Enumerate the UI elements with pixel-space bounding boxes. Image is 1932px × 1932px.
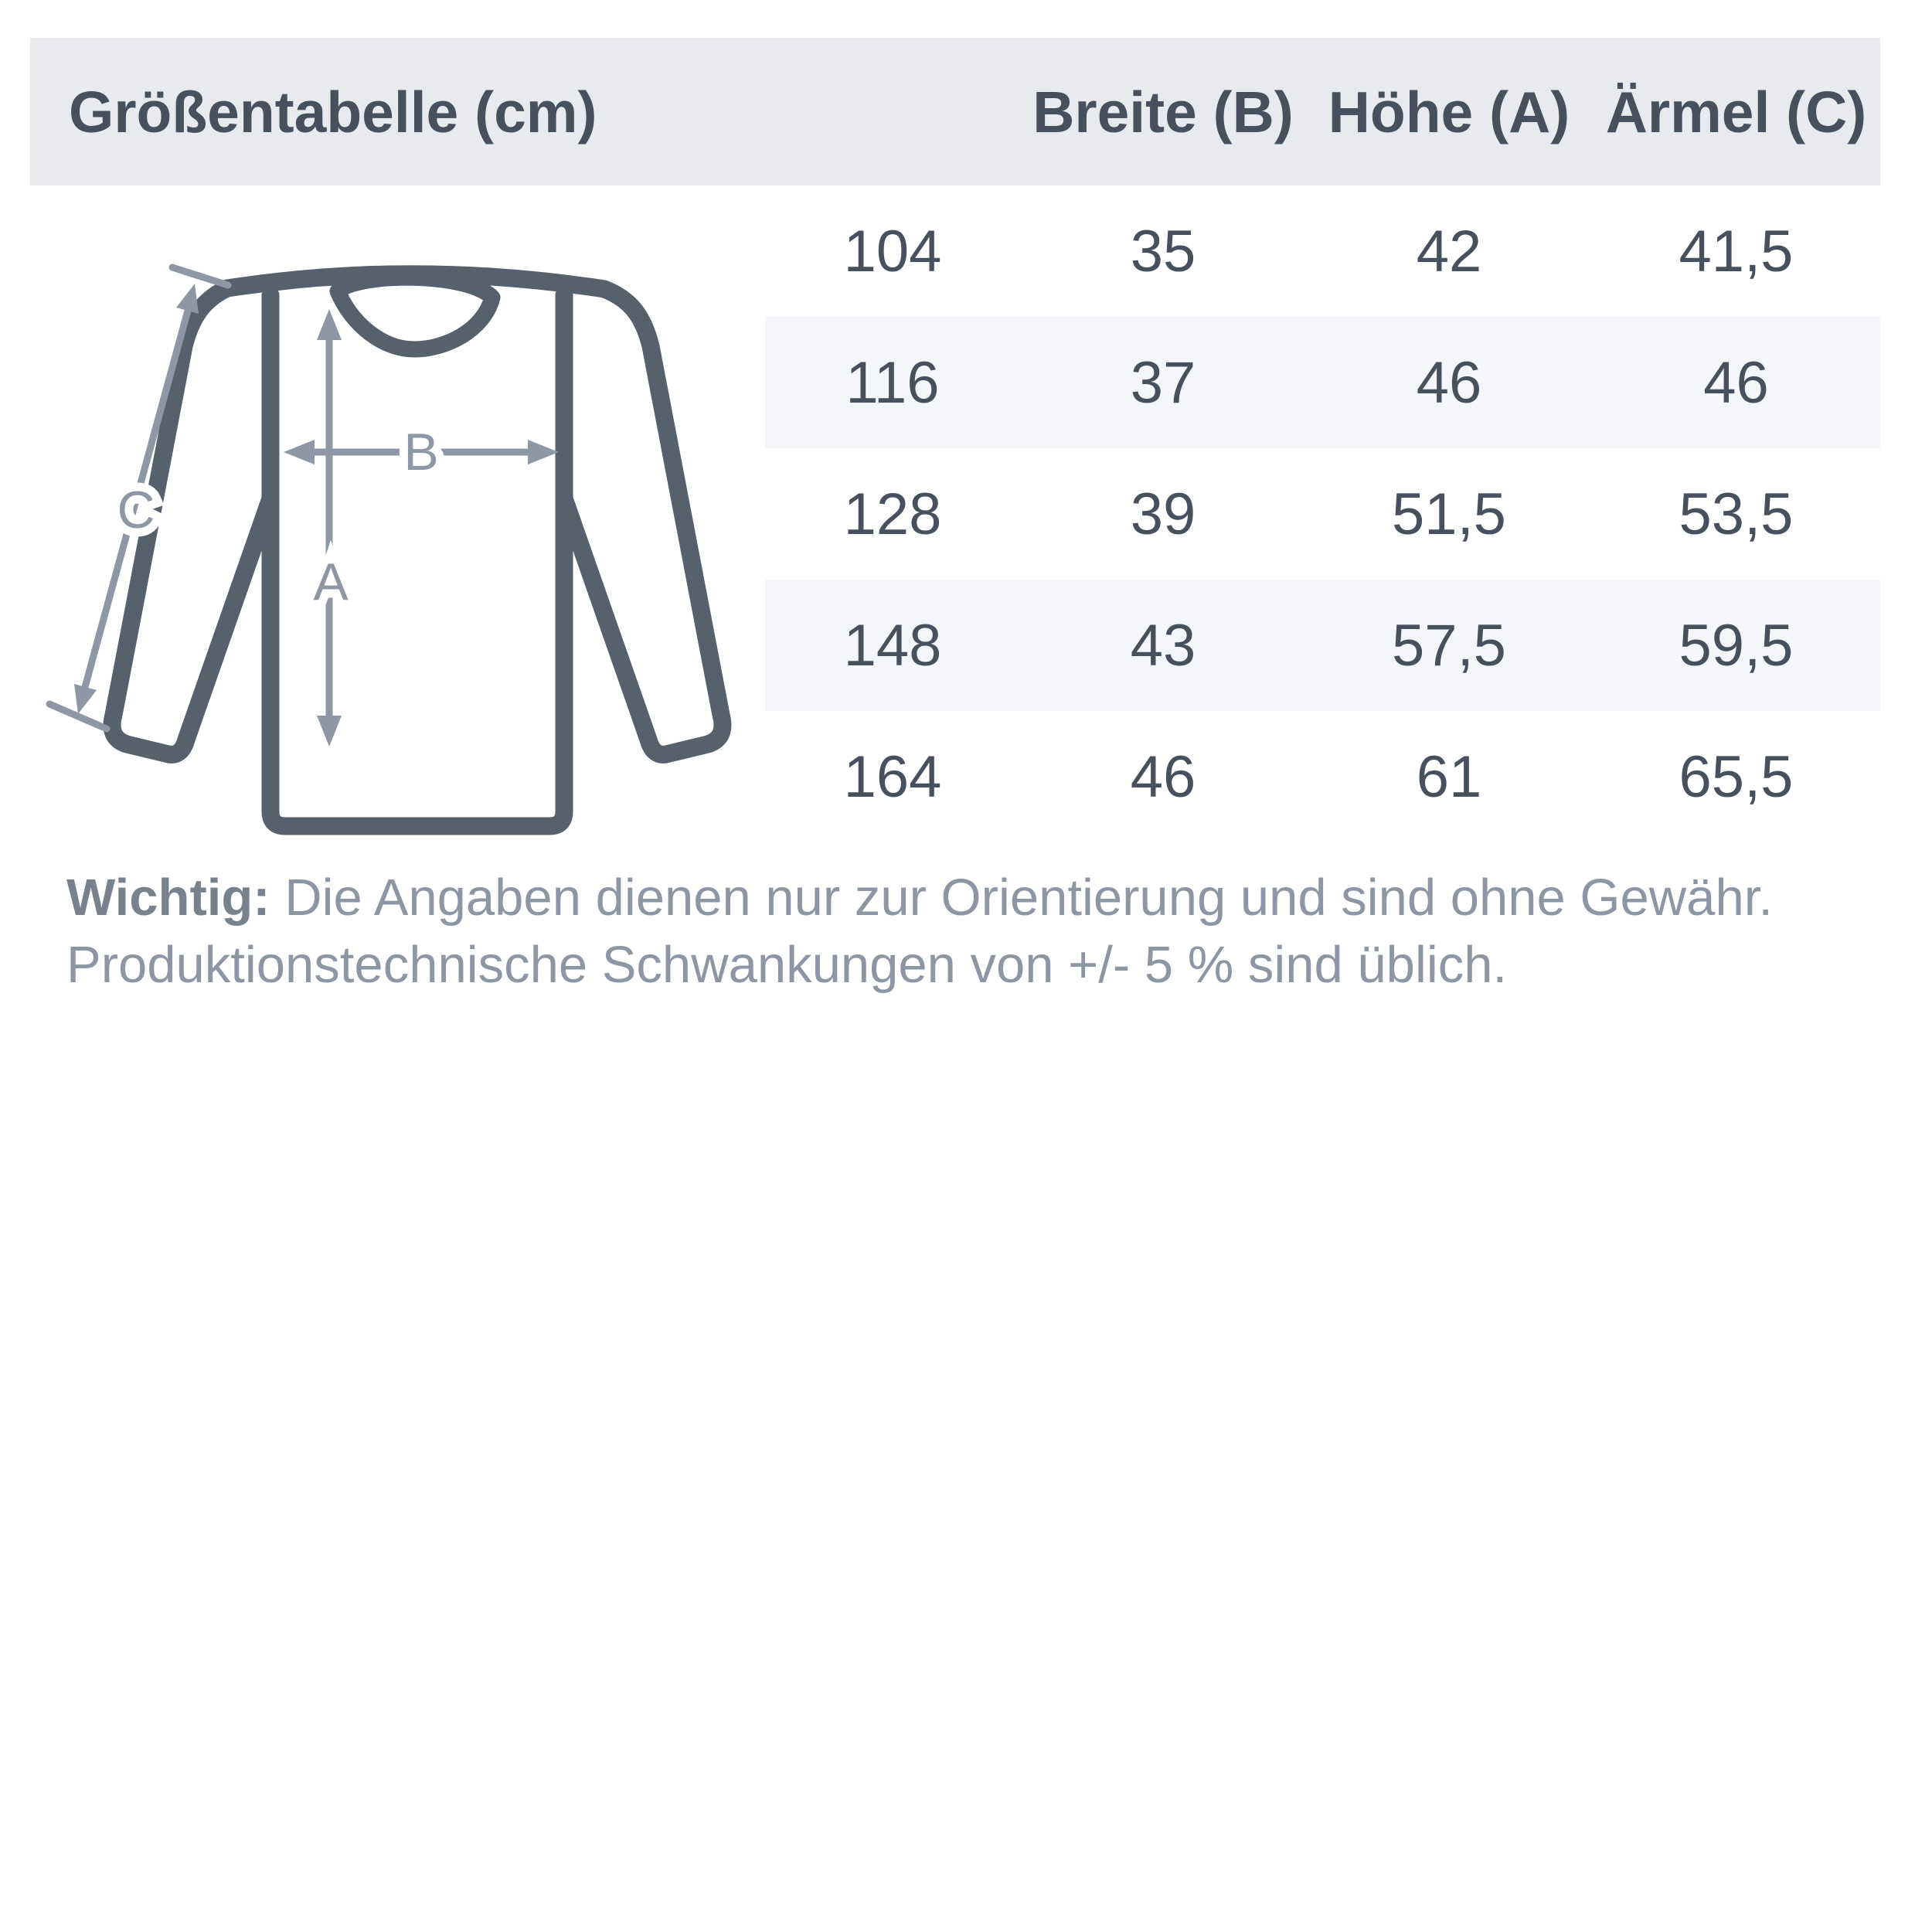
aermel-cell: 46 xyxy=(1592,317,1880,448)
arrowhead-upper-icon xyxy=(176,284,199,314)
aermel-cell: 53,5 xyxy=(1679,481,1794,547)
dimension-label-c: C xyxy=(117,481,155,539)
sweater-measurement-diagram xyxy=(23,224,765,850)
table-header-bar xyxy=(30,38,1880,185)
hoehe-cell: 57,5 xyxy=(1306,580,1592,711)
breite-cell: 43 xyxy=(1020,580,1306,711)
size-cell: 104 xyxy=(843,218,942,284)
hoehe-cell: 61 xyxy=(1416,743,1482,810)
breite-cell: 37 xyxy=(1020,317,1306,448)
size-cell: 148 xyxy=(765,580,1020,711)
disclaimer-note xyxy=(66,864,1883,998)
disclaimer-line2: Produktionstechnische Schwankungen von +/- 5 % sind üblich. xyxy=(66,936,1508,994)
hoehe-cell: 51,5 xyxy=(1392,481,1506,547)
arrowhead-lower-icon xyxy=(74,684,97,714)
column-header-aermel: Ärmel (C) xyxy=(1605,79,1867,145)
aermel-cell: 41,5 xyxy=(1679,218,1794,284)
column-header-hoehe: Höhe (A) xyxy=(1328,79,1570,145)
size-cell: 128 xyxy=(843,481,942,547)
dimension-label-b: B xyxy=(403,423,439,481)
disclaimer-lead: Wichtig: xyxy=(66,869,270,927)
breite-cell: 35 xyxy=(1130,218,1196,284)
hoehe-cell: 46 xyxy=(1306,317,1592,448)
disclaimer-line1: Die Angaben dienen nur zur Orientierung und sind ohne Gewähr. xyxy=(270,869,1773,927)
table-title: Größentabelle (cm) xyxy=(69,79,597,145)
aermel-cell: 59,5 xyxy=(1592,580,1880,711)
column-header-breite: Breite (B) xyxy=(1032,79,1294,145)
aermel-cell: 65,5 xyxy=(1679,743,1794,810)
dimension-tick-top xyxy=(172,267,228,285)
size-cell: 116 xyxy=(765,317,1020,448)
dimension-label-a: A xyxy=(313,553,349,611)
breite-cell: 46 xyxy=(1130,743,1196,810)
breite-cell: 39 xyxy=(1130,481,1196,547)
size-cell: 164 xyxy=(843,743,942,810)
hoehe-cell: 42 xyxy=(1416,218,1482,284)
